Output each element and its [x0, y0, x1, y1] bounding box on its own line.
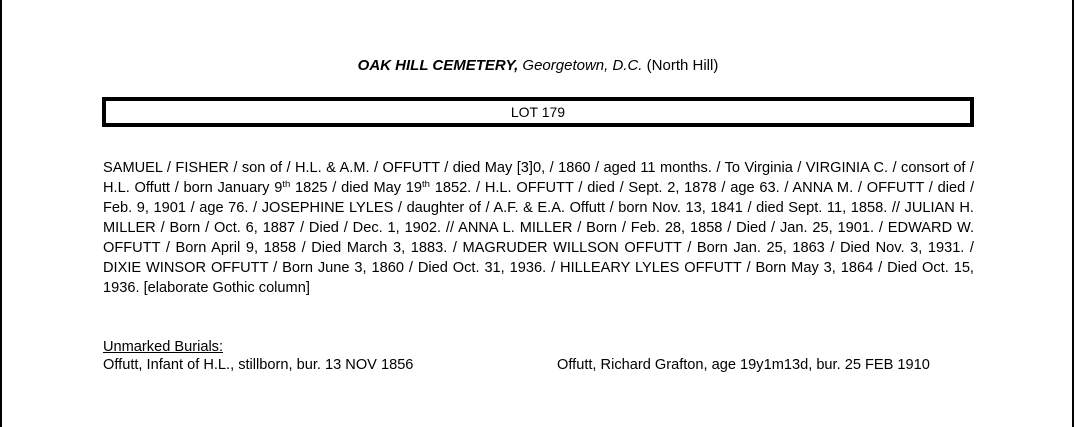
- ordinal-suffix-1: th: [282, 179, 291, 190]
- ordinal-suffix-2: th: [422, 179, 430, 190]
- inscription-part-2: 1825 / died May 19: [290, 180, 423, 196]
- burial-entry-richard-grafton: Offutt, Richard Grafton, age 19y1m13d, bur. 25 FEB 1910: [557, 357, 930, 373]
- document-title: [0, 57, 1076, 75]
- cemetery-name: OAK HILL CEMETERY,: [357, 57, 519, 74]
- burial-entry-infant: Offutt, Infant of H.L., stillborn, bur. 13 NOV 1856: [103, 357, 414, 373]
- unmarked-burials-heading: Unmarked Burials:: [103, 339, 224, 355]
- inscription-part-1: SAMUEL / FISHER / son of / H.L. & A.M. / OFFUTT / died May [3]0, / 1860 / aged 11 months. / To Virginia / VIRGINIA C. / consort of / H.L. Offutt / born January 9: [103, 160, 974, 196]
- cemetery-location: Georgetown, D.C.: [522, 57, 643, 74]
- inscription-part-3: 1852. / H.L. OFFUTT / died / Sept. 2, 1878 / age 63. / ANNA M. / OFFUTT / died / Feb. 9, 1901 / age 76. / JOSEPHINE LYLES / daughter of / A.F. & E.A. Offutt / born Nov. 13, 1841 / died Sept. 11, 1858. // JULIAN H. MILLER / Born / Oct. 6, 1887 / Died / Dec. 1, 1902. // ANNA L. MILLER / Born / Feb. 28, 1858 / Died / Jan. 25, 1901. / EDWARD W. OFFUTT / Born April 9, 1858 / Died March 3, 1883. / MAGRUDER WILLSON OFFUTT / Born Jan. 25, 1863 / Died Nov. 3, 1931. / DIXIE WINSOR OFFUTT / Born June 3, 1860 / Died Oct. 31, 1936. / HILLEARY LYLES OFFUTT / Born May 3, 1864 / Died Oct. 15, 1936. [elaborate Gothic column]: [103, 180, 975, 296]
- inscription-text: [103, 158, 974, 298]
- lot-box: [102, 97, 974, 127]
- cemetery-section: (North Hill): [646, 57, 719, 74]
- lot-label: LOT 179: [510, 104, 566, 120]
